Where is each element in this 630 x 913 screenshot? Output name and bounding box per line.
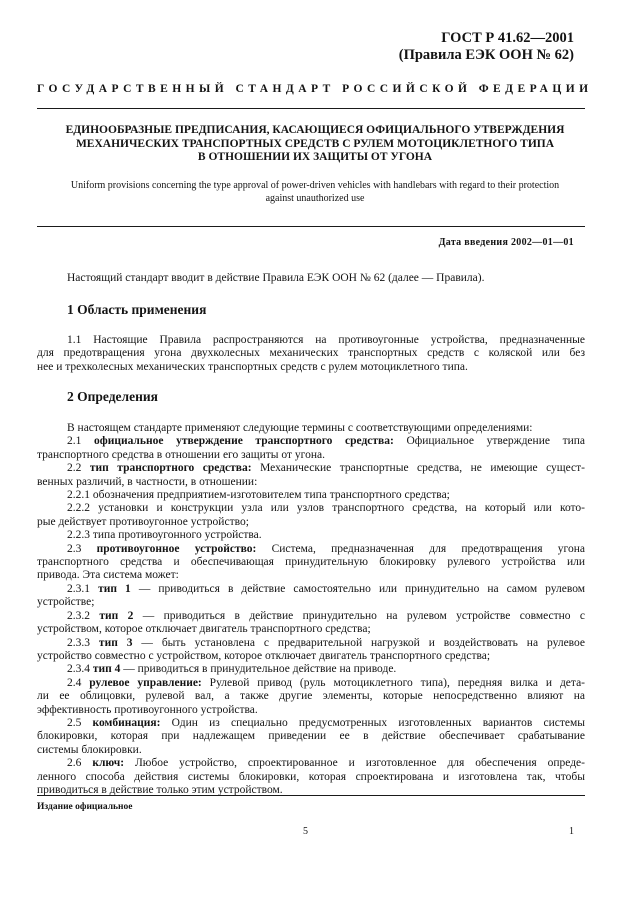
clause-number: 2.3.1: [67, 582, 90, 595]
clause-number: 2.3.4: [67, 663, 90, 676]
definition-2-4: [37, 677, 585, 690]
text-line: приводиться в действие только этим устройством.: [37, 783, 283, 796]
clause-number: 2.4: [67, 676, 82, 689]
clause-number: 2.6: [67, 757, 82, 770]
definition-text: — приводиться в принудительное действие на приводе.: [123, 663, 397, 676]
definition-2-1: [37, 435, 585, 448]
text-line: ленного способа действия системы блокировки, которая спроектирована и изготовлена так, чтобы: [37, 770, 585, 783]
text-line: устройстве;: [37, 596, 95, 609]
defined-term: официальное утверждение транспортного средства:: [94, 435, 394, 448]
definition-text: — приводиться в действие самостоятельно или принудительно на самом рулевом: [138, 582, 586, 595]
definition-text: Любое устройство, спроектированное и изготовленное для обеспечения опреде-: [135, 757, 585, 770]
text-line: 2.2.3 типа противоугонного устройства.: [67, 529, 262, 542]
document-code-block: [399, 30, 574, 64]
title-ru-line: В ОТНОШЕНИИ ИХ ЗАЩИТЫ ОТ УГОНА: [197, 151, 433, 163]
section-2-body: [37, 422, 585, 797]
state-standard-heading: ГОСУДАРСТВЕННЫЙ СТАНДАРТ РОССИЙСКОЙ ФЕДЕРАЦИИ: [37, 83, 593, 95]
rule-reference: (Правила ЕЭК ООН № 62): [398, 47, 574, 63]
document-title-en: [30, 179, 600, 205]
definition-text: — приводиться в действие принудительно на рулевом устройстве совместно с: [142, 609, 586, 622]
intro-paragraph: Настоящий стандарт вводит в действие Правила ЕЭК ООН № 62 (далее — Правила).: [67, 272, 485, 284]
text-line: устройство совместно с устройством, которое отключает двигатель транспортного средства;: [37, 649, 491, 662]
title-ru-line: МЕХАНИЧЕСКИХ ТРАНСПОРТНЫХ СРЕДСТВ С РУЛЕМ МОТОЦИКЛЕТНОГО ТИПА: [75, 137, 555, 150]
definition-text: Рулевой привод (руль мотоциклетного типа), передняя вилка и дета-: [209, 676, 586, 689]
defined-term: тип 1: [98, 582, 131, 595]
defined-term: противоугонное устройство:: [96, 542, 257, 555]
title-ru-line: ЕДИНООБРАЗНЫЕ ПРЕДПИСАНИЯ, КАСАЮЩИЕСЯ ОФИЦИАЛЬНОГО УТВЕРЖДЕНИЯ: [65, 124, 565, 136]
clause-number: 2.3: [67, 542, 82, 555]
definition-text: Система, предназначенная для предотвращения угона: [271, 542, 585, 555]
section-2-heading: 2 Определения: [67, 389, 158, 404]
text-line: блокировки, которая при надлежащем приведении ее в действие обеспечивает срабатывание: [37, 730, 585, 743]
text-line: привода. Эта система может:: [37, 569, 179, 582]
defined-term: тип транспортного средства:: [89, 462, 252, 475]
title-divider: [37, 226, 585, 227]
text-line: транспортного средства и обеспечивающая принудительную блокировку рулевого устройства или: [37, 556, 585, 569]
section-1-body: [37, 334, 585, 374]
text-line: 1.1 Настоящие Правила распространяются на противоугонные устройства, предназначенные: [67, 334, 585, 346]
text-line: 2.2.2 установки и конструкции узла или узлов транспортного средства, на который или кото-: [67, 502, 585, 515]
gost-code: ГОСТ Р 41.62—2001: [441, 30, 574, 46]
footer-divider: [37, 795, 585, 796]
official-edition-label: Издание официальное: [37, 802, 133, 812]
text-line: венных различий, в частности, в отношении:: [37, 475, 258, 488]
text-line: рые действует противоугонное устройство;: [37, 515, 249, 528]
section-1-heading: 1 Область применения: [67, 302, 207, 317]
definition-text: — быть установлена с предварительной нагрузкой и воздействовать на рулевое: [141, 636, 586, 649]
definition-2-3-1: [37, 583, 585, 596]
clause-number: 2.2: [67, 462, 82, 475]
defined-term: комбинация:: [92, 716, 161, 729]
clause-number: 2.5: [67, 716, 82, 729]
text-line: для предотвращения угона двухколесных механических транспортных средств с коляской или без: [37, 347, 585, 360]
definition-text: Один из специально предусмотренных изготовленных вариантов системы: [171, 716, 586, 729]
clause-number: 2.3.3: [67, 636, 90, 649]
text-line: системы блокировки.: [37, 743, 142, 756]
header-divider: [37, 108, 585, 109]
clause-number: 2.1: [67, 435, 82, 448]
defined-term: тип 2: [99, 609, 134, 622]
text-line: 2.2.1 обозначения предприятием-изготовителем типа транспортного средства;: [67, 489, 450, 502]
defined-term: ключ:: [92, 757, 125, 770]
text-line: В настоящем стандарте применяют следующие термины с соответствующими определениями:: [67, 422, 533, 434]
definition-2-6: [37, 757, 585, 770]
title-en-line: against unauthorized use: [265, 193, 365, 204]
defined-term: тип 4: [92, 663, 121, 676]
defined-term: рулевое управление:: [89, 676, 202, 689]
definition-2-3-4: [37, 663, 585, 676]
page-number-center: 5: [303, 826, 308, 837]
page-number-right: 1: [569, 826, 574, 837]
text-line: нее и трехколесных механических транспортных средств с рулем мотоциклетного типа.: [37, 360, 468, 373]
definition-2-3-3: [37, 637, 585, 650]
clause-number: 2.3.2: [67, 609, 90, 622]
title-en-line: Uniform provisions concerning the type approval of power-driven vehicles with handlebars with regard to their protection: [70, 180, 560, 191]
text-line: устройством, которое отключает двигатель транспортного средства;: [37, 623, 371, 636]
definition-2-3-2: [37, 610, 585, 623]
document-title-ru: [30, 124, 600, 165]
date-introduced: Дата введения 2002—01—01: [438, 237, 574, 248]
definition-text: Механические транспортные средства, не имеющие сущест-: [260, 462, 585, 475]
definition-text: Официальное утверждение типа: [406, 435, 586, 448]
defined-term: тип 3: [98, 636, 133, 649]
definition-2-5: [37, 717, 585, 730]
text-line: эффективность противоугонного устройства.: [37, 703, 258, 716]
text-line: ли ее облицовки, рулевой вал, а также другие элементы, которые непосредственно влияют на: [37, 690, 585, 703]
definition-2-3: [37, 543, 585, 556]
definition-2-2: [37, 462, 585, 475]
text-line: транспортного средства в отношении его защиты от угона.: [37, 448, 325, 461]
